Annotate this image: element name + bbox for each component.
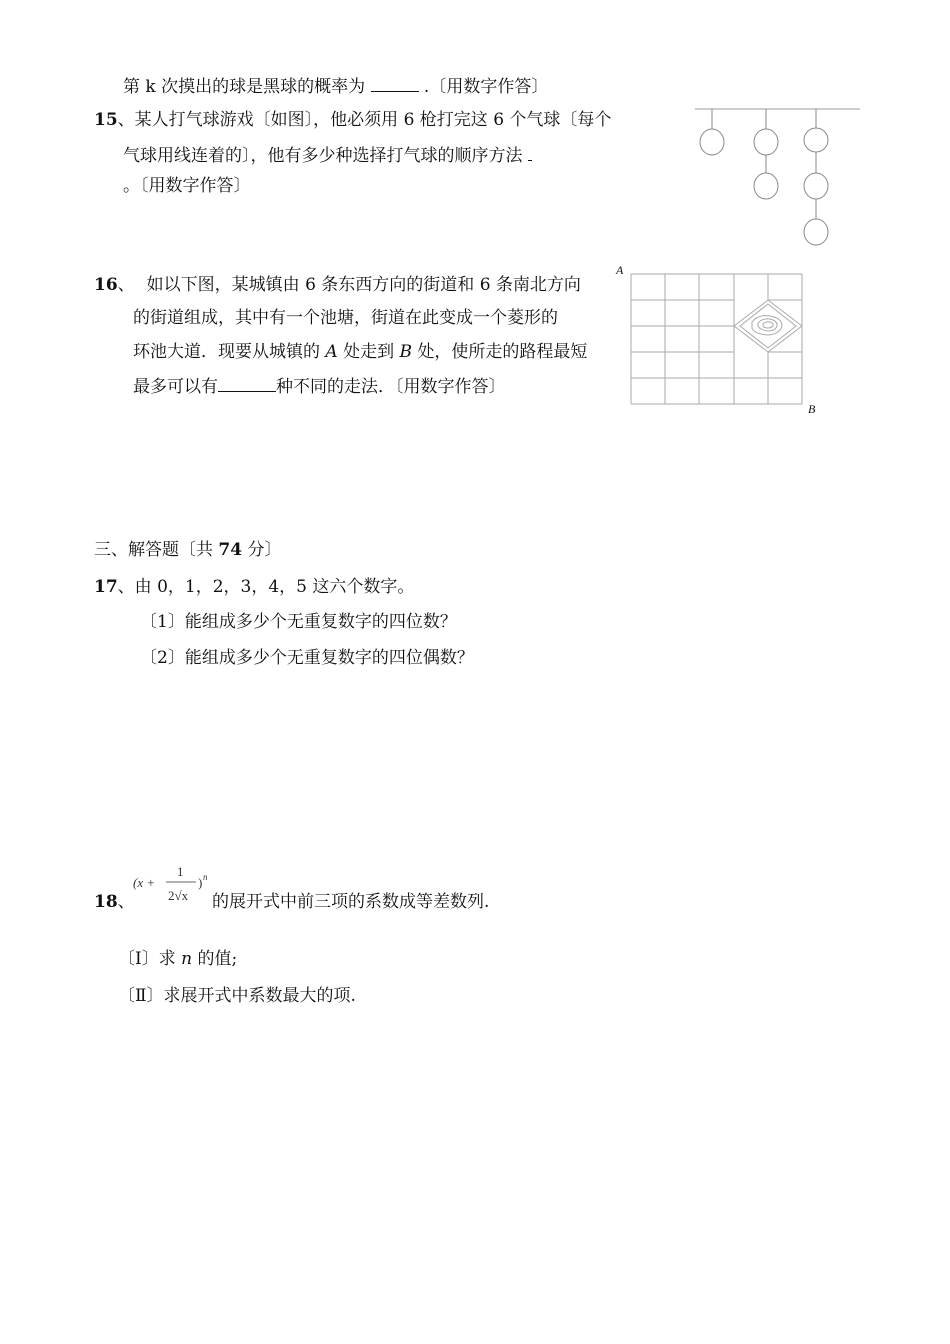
grid-label-a: A: [616, 263, 624, 277]
balloon: [754, 129, 778, 155]
q16-text-line1: 如以下图，某城镇由 6 条东西方向的街道和 6 条南北方向: [146, 275, 581, 295]
q18-stem-line: [212, 891, 489, 913]
q17-part2-line: [140, 647, 474, 669]
q18-part1b: 的值;: [192, 949, 238, 969]
q16-line1: [94, 274, 581, 296]
q18-part1-line: [118, 948, 237, 970]
q16-line2: [133, 307, 558, 329]
q15-answer-blank: [528, 143, 532, 161]
formula-open: (x +: [133, 875, 156, 890]
q16-answer-blank: [218, 374, 276, 392]
q14-answer-blank: [371, 74, 419, 92]
q18-part1a: 〔Ⅰ〕求: [118, 949, 182, 969]
q15-text-line3: 。〔用数字作答〕: [123, 176, 251, 196]
q15-line3: [123, 175, 251, 197]
q16-point-a: A: [325, 342, 338, 362]
grid-label-b: B: [808, 402, 816, 416]
q18-number: 18: [94, 892, 118, 912]
balloon-figure: [690, 100, 865, 250]
q18-sep: 、: [117, 892, 135, 912]
section3-points: 74: [218, 540, 243, 560]
q18-stem: 的展开式中前三项的系数成等差数列.: [212, 892, 490, 912]
street-grid-figure: [612, 262, 827, 420]
q17-number: 17: [94, 577, 118, 597]
balloon: [700, 129, 724, 155]
q18-part2-line: [118, 985, 356, 1007]
section3-prefix: 三、解答题〔共: [94, 540, 219, 560]
q14-tail-after: .〔用数字作答〕: [423, 77, 549, 97]
q17-part1-line: [140, 611, 457, 633]
q16-text-line2: 的街道组成，其中有一个池塘，街道在此变成一个菱形的: [133, 308, 558, 328]
balloon: [804, 219, 828, 245]
q15-sep: 、: [117, 110, 135, 130]
q17-part2: 〔2〕能组成多少个无重复数字的四位偶数？: [140, 648, 474, 668]
formula-exponent: n: [203, 872, 208, 882]
q15-line2: [123, 143, 532, 167]
q16-text-line3c: 处，使所走的路程最短: [412, 342, 588, 362]
section3-header: [94, 539, 281, 561]
q16-text-line3a: 环池大道．现要从城镇的: [133, 342, 326, 362]
q17-stem: 、由 0，1，2，3，4，5 这六个数字。: [117, 577, 415, 597]
formula-numerator: 1: [177, 864, 184, 879]
q18-number-line: [94, 891, 135, 913]
q14-tail-text: 第 k 次摸出的球是黑球的概率为: [123, 77, 366, 97]
q15-number: 15: [94, 110, 118, 130]
q16-text-line4b: 种不同的走法．〔用数字作答〕: [276, 377, 506, 397]
pond-ring-road: [734, 300, 802, 352]
balloon: [804, 173, 828, 199]
q16-number: 16: [94, 275, 118, 295]
q18-part1-var: n: [181, 949, 193, 969]
pond-contour: [763, 322, 773, 328]
q15-line1: [94, 109, 611, 131]
q18-part2: 〔Ⅱ〕求展开式中系数最大的项.: [118, 986, 356, 1006]
pond-contour: [758, 319, 777, 331]
q15-text-line2: 气球用线连着的〕，他有多少种选择打气球的顺序方法: [123, 146, 523, 166]
q17-stem-line: [94, 576, 414, 598]
balloon: [804, 128, 828, 152]
q17-part1: 〔1〕能组成多少个无重复数字的四位数？: [140, 612, 457, 632]
q16-line3: [133, 341, 587, 363]
q16-text-line3b: 处走到: [337, 342, 400, 362]
q16-point-b: B: [399, 342, 412, 362]
balloon: [754, 173, 778, 199]
formula-denominator: 2√x: [168, 888, 189, 903]
q16-line4: [133, 374, 506, 398]
q16-sep: 、: [117, 275, 135, 295]
q14-tail-line: [123, 74, 548, 98]
section3-suffix: 分〕: [242, 540, 282, 560]
q15-text-line1: 某人打气球游戏〔如图〕，他必须用 6 枪打完这 6 个气球〔每个: [134, 110, 612, 130]
formula-close: ): [198, 875, 203, 890]
q16-text-line4a: 最多可以有: [133, 377, 218, 397]
pond-ring-road-inner: [740, 304, 796, 348]
q18-formula: [130, 860, 212, 910]
